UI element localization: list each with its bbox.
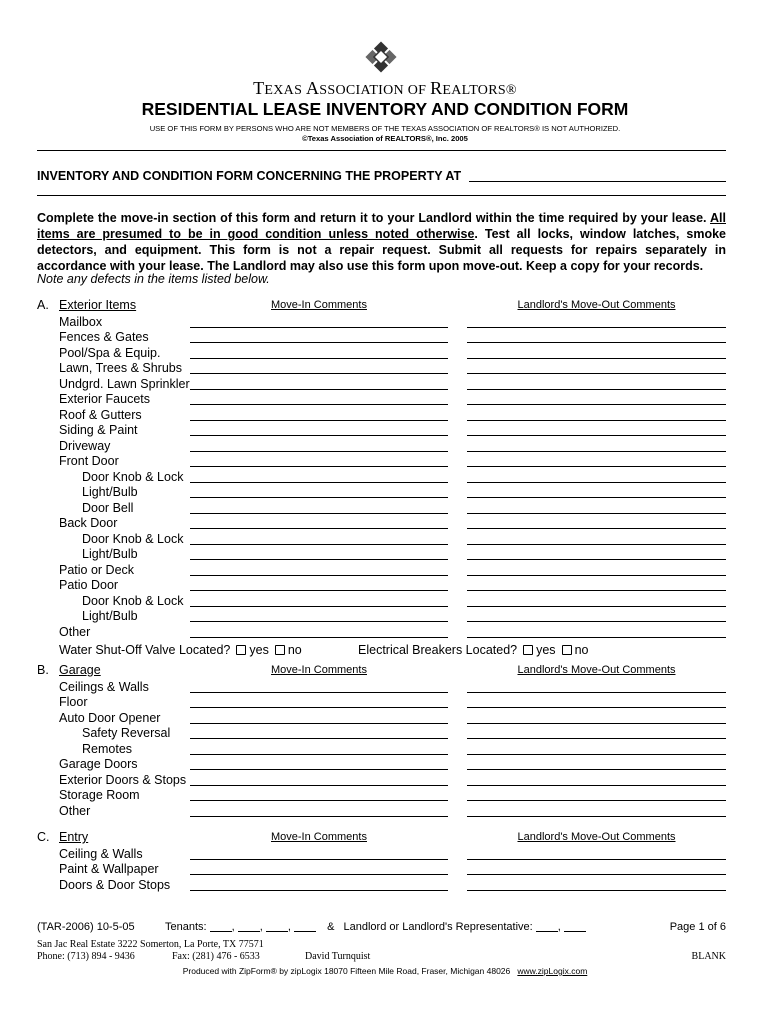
property-address-field-line2[interactable] [37,184,726,196]
move-in-comment-field[interactable] [190,342,448,343]
move-in-comment-field[interactable] [190,327,448,328]
tenant-initials-2[interactable] [238,921,260,932]
move-in-comment-field[interactable] [190,466,448,467]
tar-logo-icon [364,40,398,74]
item-label: Storage Room [59,788,140,802]
move-out-comment-field[interactable] [467,785,726,786]
move-out-comment-field[interactable] [467,606,726,607]
item-label: Other [59,624,91,639]
move-in-comment-field[interactable] [190,575,448,576]
move-out-comment-field[interactable] [467,451,726,452]
move-out-comment-field[interactable] [467,528,726,529]
move-in-comment-field[interactable] [190,874,448,875]
landlord-label: Landlord or Landlord's Representative: [343,921,533,933]
move-out-comment-field[interactable] [467,575,726,576]
move-in-comment-field[interactable] [190,389,448,390]
section-heading: Exterior Items [59,298,137,312]
move-in-comment-field[interactable] [190,373,448,374]
move-in-comment-field[interactable] [190,451,448,452]
section-heading: Garage [59,663,101,677]
move-out-comment-field[interactable] [467,621,726,622]
section-heading: Entry [59,830,89,844]
copyright-notice: ©Texas Association of REALTORS®, Inc. 2005 [302,134,468,143]
electrical-breakers-question: Electrical Breakers Located? yes no [358,643,589,657]
move-out-comment-field[interactable] [467,723,726,724]
move-in-comment-field[interactable] [190,404,448,405]
move-out-comment-field[interactable] [467,859,726,860]
property-address-field[interactable] [469,168,726,182]
move-in-comment-field[interactable] [190,859,448,860]
move-out-comment-field[interactable] [467,389,726,390]
item-label: Exterior Faucets [59,392,151,406]
water-valve-question: Water Shut-Off Valve Located? yes no [59,643,302,657]
move-out-comment-field[interactable] [467,816,726,817]
header-divider [37,150,726,151]
move-out-comment-field[interactable] [467,513,726,514]
move-out-comment-field[interactable] [467,800,726,801]
move-out-comment-field[interactable] [467,373,726,374]
move-in-comment-field[interactable] [190,420,448,421]
item-label: Lawn, Trees & Shrubs [59,361,182,375]
item-label: Door Knob & Lock [82,531,184,546]
item-label: Exterior Doors & Stops [59,772,187,787]
item-label: Light/Bulb [82,485,138,499]
item-label: Back Door [59,516,118,530]
move-in-comment-field[interactable] [190,707,448,708]
move-in-comment-field[interactable] [190,769,448,770]
instructions-paragraph: Complete the move-in section of this form and return it to your Landlord within the time required by your lease. All items are presumed to be in good condition unless noted otherwise. Test all locks, window latches, smoke detectors, and equipment. This form is not a repair request. Submit all requests for repairs separately in accordance with your lease. The Landlord may also use this form upon move-out. Keep a copy for your records. [37,211,726,273]
item-label: Pool/Spa & Equip. [59,345,161,360]
move-out-comment-field[interactable] [467,404,726,405]
producer-line: Produced with ZipForm® by zipLogix 18070 Fifteen Mile Road, Fraser, Michigan 48026 www.zipLogix.com [182,966,588,976]
move-out-column-heading: Landlord's Move-Out Comments [517,664,676,676]
item-label: Undgrd. Lawn Sprinkler [59,376,190,391]
water-valve-no-checkbox[interactable] [275,645,285,655]
section-letter: C. [37,830,50,844]
item-label: Safety Reversal [82,726,171,740]
move-in-comment-field[interactable] [190,621,448,622]
item-label: Other [59,803,91,818]
item-label: Patio or Deck [59,562,135,577]
move-in-comment-field[interactable] [190,785,448,786]
tenant-initials-3[interactable] [266,921,288,932]
breakers-no-checkbox[interactable] [562,645,572,655]
move-in-comment-field[interactable] [190,738,448,739]
move-in-column-heading: Move-In Comments [271,299,367,311]
property-label: INVENTORY AND CONDITION FORM CONCERNING THE PROPERTY AT [37,169,462,183]
item-label: Mailbox [59,314,103,329]
section-letter: B. [37,663,49,677]
move-out-comment-field[interactable] [467,482,726,483]
move-out-comment-field[interactable] [467,692,726,693]
move-in-comment-field[interactable] [190,590,448,591]
move-out-comment-field[interactable] [467,874,726,875]
tenant-initials-1[interactable] [210,921,232,932]
move-out-comment-field[interactable] [467,707,726,708]
move-in-comment-field[interactable] [190,482,448,483]
item-label: Front Door [59,454,119,468]
item-label: Ceilings & Walls [59,679,149,694]
organization-name: TEXAS ASSOCIATION OF REALTORS® [253,78,517,98]
item-label: Remotes [82,741,133,756]
agent-phone: Phone: (713) 894 - 9436 [37,951,135,962]
form-id: (TAR-2006) 10-5-05 [37,921,135,933]
item-label: Fences & Gates [59,330,149,344]
item-label: Patio Door [59,578,119,592]
presumed-condition-text: All items are presumed to be in good condition unless noted otherwise [37,211,726,241]
move-out-column-heading: Landlord's Move-Out Comments [517,831,676,843]
move-in-comment-field[interactable] [190,435,448,436]
item-label: Garage Doors [59,757,138,771]
move-out-comment-field[interactable] [467,342,726,343]
item-label: Door Bell [82,500,134,515]
move-in-column-heading: Move-In Comments [271,831,367,843]
agent-fax: Fax: (281) 476 - 6533 [172,951,260,962]
move-in-comment-field[interactable] [190,723,448,724]
move-out-column-heading: Landlord's Move-Out Comments [517,299,676,311]
form-title: RESIDENTIAL LEASE INVENTORY AND CONDITION FORM [141,99,629,119]
move-out-comment-field[interactable] [467,769,726,770]
move-in-comment-field[interactable] [190,513,448,514]
move-in-column-heading: Move-In Comments [271,664,367,676]
item-label: Auto Door Opener [59,710,161,725]
page-number: Page 1 of 6 [669,921,726,933]
section-letter: A. [37,298,49,312]
item-label: Siding & Paint [59,423,138,437]
item-label: Driveway [59,438,111,453]
water-valve-yes-checkbox[interactable] [236,645,246,655]
move-in-comment-field[interactable] [190,559,448,560]
ziplogix-link[interactable]: www.zipLogix.com [517,966,588,976]
item-label: Floor [59,695,88,709]
move-out-comment-field[interactable] [467,890,726,891]
move-out-comment-field[interactable] [467,420,726,421]
item-label: Light/Bulb [82,547,138,561]
tenants-label: Tenants: [165,921,207,933]
move-in-comment-field[interactable] [190,544,448,545]
move-out-comment-field[interactable] [467,497,726,498]
move-out-comment-field[interactable] [467,435,726,436]
instructions-note: Note any defects in the items listed below. [37,272,270,286]
move-out-comment-field[interactable] [467,544,726,545]
move-out-comment-field[interactable] [467,754,726,755]
item-label: Door Knob & Lock [82,593,184,608]
landlord-initials-2[interactable] [564,921,586,932]
move-out-comment-field[interactable] [467,637,726,638]
move-out-comment-field[interactable] [467,590,726,591]
form-name-blank: BLANK [691,951,726,962]
move-out-comment-field[interactable] [467,358,726,359]
agent-name: David Turnquist [305,951,371,962]
move-in-comment-field[interactable] [190,800,448,801]
item-label: Light/Bulb [82,609,138,623]
move-in-comment-field[interactable] [190,692,448,693]
usage-notice: USE OF THIS FORM BY PERSONS WHO ARE NOT MEMBERS OF THE TEXAS ASSOCIATION OF REALTORS® IS NOT AUTHORIZED. [149,124,621,133]
item-label: Door Knob & Lock [82,469,184,484]
move-in-comment-field[interactable] [190,816,448,817]
initials-line: Tenants: , , , & Landlord or Landlord's Representative: , [165,921,586,933]
item-label: Doors & Door Stops [59,877,171,892]
move-out-comment-field[interactable] [467,738,726,739]
move-in-comment-field[interactable] [190,358,448,359]
landlord-initials-1[interactable] [536,921,558,932]
tenant-initials-4[interactable] [294,921,316,932]
move-in-comment-field[interactable] [190,754,448,755]
item-label: Roof & Gutters [59,407,142,422]
move-out-comment-field[interactable] [467,466,726,467]
move-out-comment-field[interactable] [467,327,726,328]
move-in-comment-field[interactable] [190,497,448,498]
move-in-comment-field[interactable] [190,528,448,529]
move-in-comment-field[interactable] [190,606,448,607]
agent-address: San Jac Real Estate 3222 Somerton, La Porte, TX 77571 [37,939,264,950]
move-in-comment-field[interactable] [190,637,448,638]
item-label: Ceiling & Walls [59,846,143,861]
item-label: Paint & Wallpaper [59,862,159,876]
move-out-comment-field[interactable] [467,559,726,560]
move-in-comment-field[interactable] [190,890,448,891]
breakers-yes-checkbox[interactable] [523,645,533,655]
